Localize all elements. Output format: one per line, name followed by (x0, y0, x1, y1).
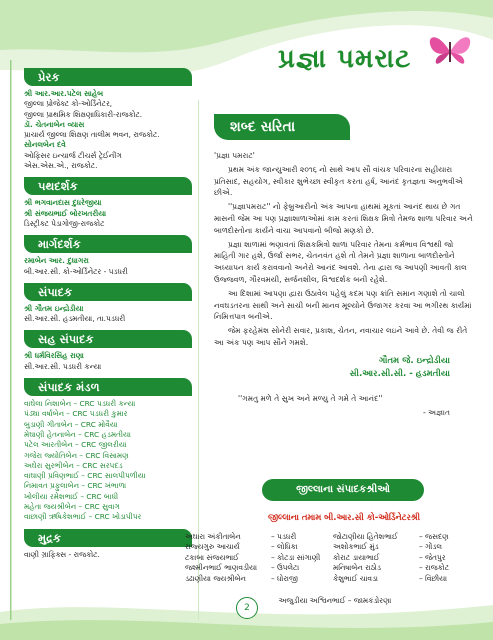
sidebar-entry: એસ.એસ.એ., રાજકોટ. (24, 161, 98, 171)
sidebar-entry: રમાબેન આર. દુધાગરા (24, 256, 89, 266)
sidebar-entry: ડૉ. ચેતનાબેન વ્યાસ (24, 119, 85, 129)
sidebar-entry: બુડાણી ગીતાબેન – CRC મોવૈયા (24, 419, 118, 429)
sidebar-entry: પટેલ આરતીબેન – CRC જીલરીયા (24, 440, 127, 450)
sidebar-entry: શ્રી ભગવાનદાસ દુધરેજીયા (24, 198, 102, 208)
district-editor-name: જોટાણીયા હિતેશભાઈ (333, 532, 398, 541)
sidebar-entry: પંડ્યા વર્ષાબેન – CRC પડધરી કુમાર (24, 409, 128, 419)
editorial-heading: શબ્દ સરિતા (214, 114, 350, 140)
editorial-salute: 'પ્રજ્ઞા પમરાટ' (214, 151, 255, 160)
district-editor-name: રાજ્યગુરુ આચાર્ય (185, 542, 240, 552)
district-editors-list (185, 532, 485, 584)
district-editor-name: મનિષાબેન રાઠોડ (333, 563, 381, 573)
sidebar-entry: બી.આર.સી. કો-ઓર્ડિનેટર - પડધરી (24, 266, 128, 276)
sidebar-section-heading: સંપાદક (24, 283, 192, 301)
editorial-paragraph: પ્રજ્ઞા શાળામાં ભણાવતાં શિક્ષકમિત્રો શાળા પરિવાર તેમના કર્મભાવ વિશ્વથી જો માહિતી ગાર હશે, ઉર્જા સભર, ચેતનવંત હશે તો તેમને પ્રજ્ઞા શાળાના બાળદોસ્તોને અધ્યાપન કાર્ય કરાવવાનો અનેરો આનંદ આવશે. તેના દ્વારા જ આપણી આવતી કાલ ઉજ્જવળ, ગૌરવમયી, સર્જનશીલ, વિશ્વદર્શક બની રહેશે. (214, 239, 467, 284)
editorial-paragraph: આ દિશામાં આપણા દ્વારા ઉઠાવેલ પહેલું કદમ પણ ક્રાંતિ સમાન ગણાશે તો ચાલો નવઘડતરના સાથી અને સાચી બની માનવ મૂલ્યોને ઉજાગર કરવા આ ભગીરથ કાર્યમાં નિમિત્તપાત્ર બનીએ. (214, 288, 472, 322)
sidebar-entry: શ્રી સંજયભાઈ બોરખતરીયા (24, 208, 107, 218)
sidebar-entry: વાણી ગ્રાફિક્સ - રાજકોટ. (24, 549, 100, 559)
editorial-signature (214, 355, 474, 381)
signature-role: સી.આર.સી.સી. - હડમતીયા (349, 368, 450, 379)
district-editor-name: ટકાબા સંજયભાઈ (185, 552, 239, 562)
quote-block (214, 393, 474, 419)
district-editor-place: – ગોંડલ (419, 542, 442, 552)
district-editor-name: કેશુભાઈ ચાવડા (333, 573, 378, 583)
sidebar-entry: શ્રી ધર્મવિરસિંહ રાણા (24, 351, 84, 361)
sidebar-entry: સોનલબેન દવે (24, 140, 66, 150)
editorial-section (214, 114, 474, 418)
district-editor-name: ડઢાણીયા જયશ્રીબેન (185, 573, 246, 583)
district-editor-place: – જેતપુર (419, 552, 446, 562)
publication-logo (268, 30, 478, 90)
editorial-paragraph: પ્રથમ અંક જાન્યુઆરી ૨૦૧૬ નો સાથે આપ સૌ વાંચક પરિવારના સહીયારા પ્રતિસાદ, સહયોગ, સ્વીકાર શુભેચ્છા સ્વીકૃત કરતા હર્ષ, આનંદ કૃતજ્ઞતા અનુભવીએ છીએ. (214, 164, 463, 198)
sidebar-entry: શ્રી આર.આર.પટેલ સાહેબ (24, 89, 104, 98)
district-editor-place: – વિંછીયા (419, 573, 448, 583)
sidebar-entry: વાઘેલા નિશાબેન – CRC પડધરી કન્યા (24, 399, 136, 409)
district-editor-name: કોરાટ ડાયાભાઈ (333, 552, 380, 562)
editorial-body (214, 150, 474, 418)
sidebar-entry: અઘેરા સુરભીબેન – CRC સરપદડ (24, 460, 123, 470)
sidebar-entry: ગજેરા જ્યોતિબેન – CRC વિસામણ (24, 450, 129, 460)
district-editor-name: જશ્મીનભાઈ ભાણવડીયા (185, 563, 258, 573)
sidebar-entry: જીલ્લા પ્રોજેક્ટ કો-ઓર્ડિનેટર, (24, 99, 113, 109)
district-editors-heading: જીલ્લાના સંપાદકશ્રીઓ (262, 479, 424, 501)
page-number: 2 (236, 597, 258, 619)
district-editors-subheading: જીલ્લાના તમામ બી.આર.સી કો-ઓર્ડિનેટરશ્રી (267, 512, 421, 522)
sidebar-entry: મેઘાણી હેતનાબેન – CRC હડમતીયા (24, 429, 131, 439)
district-editor-place: – જસદણ (419, 532, 449, 541)
sidebar-section-heading: મુદ્રક (24, 529, 192, 547)
quote-author: - અજ્ઞાત (422, 407, 450, 417)
sidebar-entry: વાછાણી ઋષિકેશભાઈ – CRC ખોડાપીપર (24, 512, 142, 522)
sidebar-entry: ઓફિસર ઇન્ચાર્જ ટીચર્સ ટ્રેઈનીંગ (24, 150, 122, 160)
butterfly-icon (426, 30, 474, 74)
sidebar-entry: શ્રી ગૌતમ ઇન્દ્રોડીયા (24, 303, 84, 313)
sidebar-entry: ખોલીયા રમેશભાઈ – CRC બાધી (24, 491, 119, 501)
sidebar-credits (24, 62, 192, 560)
district-editors-last: અજુડીયા અશ્વિનભાઈ – જામકંડોરણા (278, 596, 392, 605)
sidebar-section-heading: માર્ગદર્શક (24, 235, 192, 253)
sidebar-section-heading: પથદર્શક (24, 177, 192, 195)
sidebar-entry: ડિસ્ટ્રીક્ટ પેડાગોજી-રાજકોટ (24, 218, 105, 228)
district-editor-name: અઘારા અંકીતાબેન (185, 532, 241, 541)
sidebar-entry: પ્રાચાર્ય જીલ્લા શિક્ષણ તાલીમ ભવન, રાજકોટ. (24, 130, 160, 140)
district-editor-place: – કોટડા સાંગાણી (271, 552, 321, 562)
editorial-paragraph: ''પ્રજ્ઞાપમરાટ'' નો ફેબ્રુઆરીનો અંક આપના હાથમાં મૂકતાં આનંદ થાય છે ગત માસની જેમ આ પણ પ્રજ્ઞાશાળાઓમાં કામ કરતાં શિક્ષક મિત્રો તેમજ શાળા પરિવાર અને બાળદોસ્તોના કાર્યને વાચા આપવાનો બીજો મણકો છે. (214, 202, 473, 235)
sidebar-entry: વાઘાણી પ્રવિણભાઈ – CRC સાલપીપળીયા (24, 471, 146, 481)
sidebar-entry: મહેતા જયશ્રીબેન – CRC સુવાગ (24, 502, 120, 512)
sidebar-entry: સી.આર.સી. હડમતીયા, તા.પડધરી (24, 314, 126, 324)
district-editor-name: અશોકભાઈ મુંડ (333, 542, 379, 552)
sidebar-section-heading: પ્રેરક (24, 68, 192, 86)
signature-name: ગૌતમ જે. ઇન્દ્રોડીયા (378, 355, 450, 366)
district-editor-place: – લોધિકા (271, 542, 298, 552)
sidebar-section-heading: સંપાદક મંડળ (24, 378, 192, 396)
district-editor-place: – ઉપલેટા (271, 563, 300, 573)
sidebar-section-heading: સહ સંપાદક (24, 330, 192, 348)
district-editor-place: – રાજકોટ (419, 563, 450, 573)
editorial-paragraph: જેમ ફરહેમંશ સોનેરી સવાર, પ્રકાશ, ચેતન, નવાચાર લઇને આવે છે. તેવી જ રીતે આ અંક પણ આપ સૌને ગમશે. (214, 326, 468, 347)
quote-text: ''ગમતુ મળે તે સુખ અને મળ્યુ તે ગમે તે આનંદ'' (238, 393, 383, 403)
sidebar-entry: જીલ્લા પ્રાથમિક શિક્ષણાધિકારી-રાજકોટ. (24, 109, 143, 119)
logo-title: પ્રજ્ઞા પમરાટ (278, 44, 412, 74)
sidebar-entry: સી.આર.સી. પડધરી કન્યા (24, 361, 102, 371)
sidebar-entry: નિમાવત પ્રફુલાબેન – CRC ખંભાળા (24, 481, 127, 491)
district-editor-place: – પડધરી (271, 532, 297, 541)
district-editor-place: – ધોરાજી (271, 573, 298, 583)
